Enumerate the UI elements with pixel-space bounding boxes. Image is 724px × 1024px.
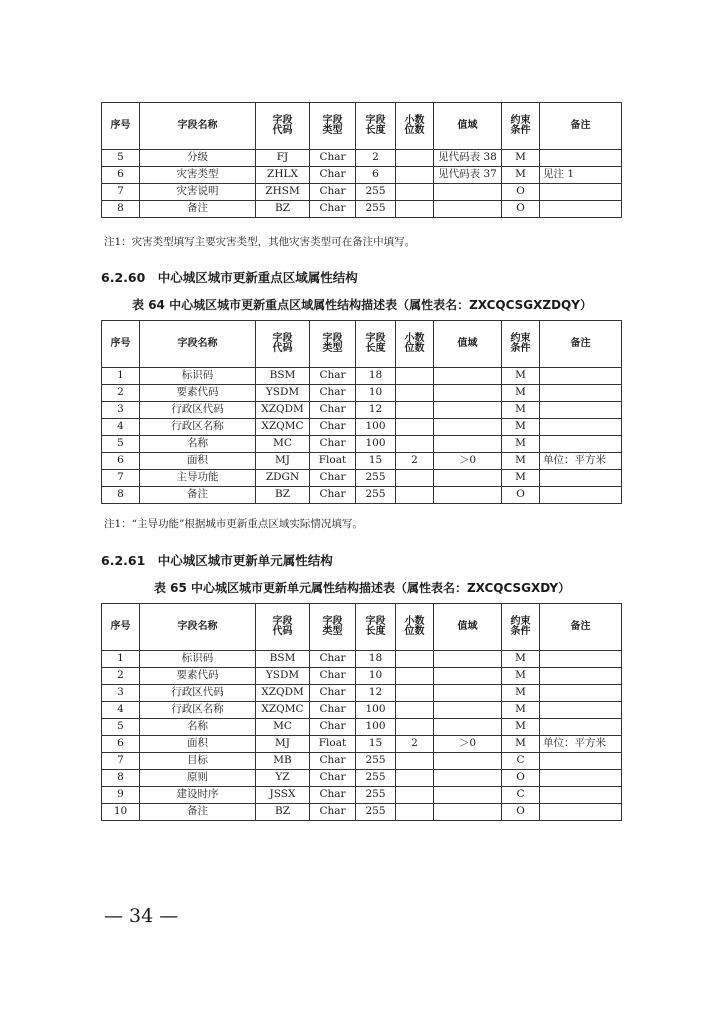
column-header: 字段名称 (140, 321, 256, 368)
table-row (102, 753, 622, 770)
table-cell: Char (310, 651, 356, 668)
table-cell (540, 150, 622, 167)
table-cell: O (502, 804, 540, 821)
table-cell (396, 167, 434, 184)
field-table-64 (101, 320, 622, 504)
table-cell: 单位：平方米 (540, 453, 622, 470)
column-header: 备注 (540, 103, 622, 150)
column-header: 小数 位数 (396, 103, 434, 150)
table-cell: 10 (102, 804, 140, 821)
table-cell: 8 (102, 770, 140, 787)
table-note: 注1：“主导功能”根据城市更新重点区域实际情况填写。 (104, 518, 363, 530)
table-cell: M (502, 470, 540, 487)
table-cell: Char (310, 419, 356, 436)
table-cell: MC (256, 436, 310, 453)
table-cell: 要素代码 (140, 668, 256, 685)
table-cell (396, 184, 434, 201)
table-cell: 255 (356, 487, 396, 504)
table-cell (396, 702, 434, 719)
table-cell: 主导功能 (140, 470, 256, 487)
table-cell: C (502, 787, 540, 804)
table-cell: Char (310, 167, 356, 184)
table-cell: Char (310, 804, 356, 821)
table-cell: BZ (256, 804, 310, 821)
table-cell (540, 419, 622, 436)
table-cell: JSSX (256, 787, 310, 804)
column-header: 约束 条件 (502, 321, 540, 368)
table-cell: 名称 (140, 719, 256, 736)
table-cell: Char (310, 770, 356, 787)
table-cell: M (502, 167, 540, 184)
column-header: 字段名称 (140, 103, 256, 150)
table-row (102, 804, 622, 821)
table-row (102, 368, 622, 385)
table-cell (434, 770, 502, 787)
table-cell: ZHLX (256, 167, 310, 184)
table-cell: Char (310, 702, 356, 719)
table-row (102, 487, 622, 504)
table-cell (540, 184, 622, 201)
table-row (102, 668, 622, 685)
table-cell: Char (310, 150, 356, 167)
table-cell (540, 651, 622, 668)
column-header: 字段 类型 (310, 321, 356, 368)
table-cell (396, 436, 434, 453)
table-cell: M (502, 453, 540, 470)
table-row (102, 167, 622, 184)
table-cell: Char (310, 385, 356, 402)
table-cell: M (502, 668, 540, 685)
table-cell: BZ (256, 487, 310, 504)
table-cell (396, 368, 434, 385)
table-cell: 255 (356, 470, 396, 487)
table-cell: 分级 (140, 150, 256, 167)
table-cell: Char (310, 685, 356, 702)
table-cell: 2 (102, 385, 140, 402)
table-cell: 行政区名称 (140, 419, 256, 436)
table-cell (434, 804, 502, 821)
table-note: 注1：灾害类型填写主要灾害类型，其他灾害类型可在备注中填写。 (104, 236, 416, 248)
table-cell: M (502, 702, 540, 719)
table-cell: MJ (256, 736, 310, 753)
table-cell: 面积 (140, 453, 256, 470)
table-cell (540, 470, 622, 487)
table-cell (434, 368, 502, 385)
table-row (102, 436, 622, 453)
table-cell: Char (310, 184, 356, 201)
table-cell: 6 (356, 167, 396, 184)
table-cell: M (502, 150, 540, 167)
table-cell: 行政区名称 (140, 702, 256, 719)
table-cell: M (502, 368, 540, 385)
column-header: 小数 位数 (396, 604, 434, 651)
table-cell: 1 (102, 368, 140, 385)
table-cell: 建设时序 (140, 787, 256, 804)
table-cell: 100 (356, 419, 396, 436)
table-cell: MJ (256, 453, 310, 470)
table-cell: M (502, 419, 540, 436)
table-cell: 255 (356, 770, 396, 787)
table-cell: O (502, 201, 540, 218)
table-cell (540, 753, 622, 770)
table-row (102, 150, 622, 167)
table-cell: 8 (102, 201, 140, 218)
table-cell (540, 668, 622, 685)
column-header: 序号 (102, 321, 140, 368)
table-cell (434, 719, 502, 736)
table-cell: Char (310, 668, 356, 685)
table-cell: 9 (102, 787, 140, 804)
table-cell (540, 487, 622, 504)
table-cell (396, 651, 434, 668)
table-caption: 表 65 中心城区城市更新单元属性结构描述表（属性表名：ZXCQCSGXDY） (153, 581, 571, 595)
table-row (102, 685, 622, 702)
table-cell (396, 385, 434, 402)
table-row (102, 702, 622, 719)
table-cell: MB (256, 753, 310, 770)
table-cell: 6 (102, 167, 140, 184)
table-cell (396, 719, 434, 736)
table-cell: 备注 (140, 804, 256, 821)
table-cell (540, 201, 622, 218)
table-cell: 255 (356, 753, 396, 770)
column-header: 字段 类型 (310, 103, 356, 150)
table-header-row (102, 321, 622, 368)
table-cell: M (502, 719, 540, 736)
table-cell (396, 419, 434, 436)
table-cell (434, 685, 502, 702)
table-cell (434, 385, 502, 402)
table-cell: 原则 (140, 770, 256, 787)
table-row (102, 385, 622, 402)
table-cell: Float (310, 453, 356, 470)
table-row (102, 470, 622, 487)
table-cell: 见注 1 (540, 167, 622, 184)
table-cell: 12 (356, 402, 396, 419)
column-header: 序号 (102, 103, 140, 150)
table-cell: Char (310, 402, 356, 419)
table-cell: 2 (356, 150, 396, 167)
column-header: 备注 (540, 321, 622, 368)
table-cell (434, 436, 502, 453)
table-cell (396, 685, 434, 702)
table-cell (540, 402, 622, 419)
table-caption: 表 64 中心城区城市更新重点区域属性结构描述表（属性表名：ZXCQCSGXZDQY） (132, 298, 592, 312)
table-cell: 见代码表 38 (434, 150, 502, 167)
section-heading: 6.2.61 中心城区城市更新单元属性结构 (101, 553, 333, 568)
table-cell: 2 (396, 736, 434, 753)
table-cell (434, 668, 502, 685)
table-cell: Float (310, 736, 356, 753)
table-cell: O (502, 487, 540, 504)
table-cell: 12 (356, 685, 396, 702)
table-cell: 5 (102, 436, 140, 453)
table-cell: 1 (102, 651, 140, 668)
table-cell: 行政区代码 (140, 685, 256, 702)
column-header: 字段 代码 (256, 604, 310, 651)
table-cell: 灾害类型 (140, 167, 256, 184)
table-cell: M (502, 736, 540, 753)
table-row (102, 419, 622, 436)
table-cell: 18 (356, 368, 396, 385)
table-cell: 标识码 (140, 651, 256, 668)
table-cell: O (502, 184, 540, 201)
field-table-continued (101, 102, 622, 218)
table-cell: ＞0 (434, 453, 502, 470)
table-cell: XZQDM (256, 685, 310, 702)
table-cell: 5 (102, 150, 140, 167)
table-row (102, 402, 622, 419)
table-cell: YSDM (256, 385, 310, 402)
table-cell: BZ (256, 201, 310, 218)
column-header: 字段 代码 (256, 103, 310, 150)
table-cell: XZQMC (256, 702, 310, 719)
table-row (102, 201, 622, 218)
column-header: 值域 (434, 103, 502, 150)
table-row (102, 651, 622, 668)
table-cell (396, 668, 434, 685)
table-cell: YZ (256, 770, 310, 787)
table-row (102, 770, 622, 787)
table-cell (540, 368, 622, 385)
table-header-row (102, 103, 622, 150)
table-header-row (102, 604, 622, 651)
table-cell (396, 770, 434, 787)
table-cell (396, 487, 434, 504)
table-cell (540, 385, 622, 402)
table-cell: 备注 (140, 201, 256, 218)
table-cell (434, 787, 502, 804)
field-table-65 (101, 603, 622, 821)
column-header: 字段名称 (140, 604, 256, 651)
table-cell (434, 702, 502, 719)
table-cell (540, 719, 622, 736)
table-cell: 2 (102, 668, 140, 685)
table-cell: 要素代码 (140, 385, 256, 402)
section-heading: 6.2.60 中心城区城市更新重点区域属性结构 (101, 270, 358, 285)
table-cell: FJ (256, 150, 310, 167)
table-cell: 5 (102, 719, 140, 736)
column-header: 字段 长度 (356, 103, 396, 150)
table-cell: 100 (356, 702, 396, 719)
table-cell: Char (310, 719, 356, 736)
column-header: 字段 长度 (356, 604, 396, 651)
table-cell (396, 201, 434, 218)
table-cell (540, 787, 622, 804)
column-header: 字段 类型 (310, 604, 356, 651)
table-cell: ＞0 (434, 736, 502, 753)
table-cell: MC (256, 719, 310, 736)
table-cell: 面积 (140, 736, 256, 753)
table-cell (434, 402, 502, 419)
column-header: 备注 (540, 604, 622, 651)
table-cell: Char (310, 201, 356, 218)
table-cell: 7 (102, 470, 140, 487)
table-row (102, 736, 622, 753)
table-cell: 3 (102, 402, 140, 419)
table-cell (396, 787, 434, 804)
table-cell: 8 (102, 487, 140, 504)
table-cell: M (502, 402, 540, 419)
table-cell: 15 (356, 736, 396, 753)
table-cell (540, 685, 622, 702)
table-cell: 名称 (140, 436, 256, 453)
table-row (102, 453, 622, 470)
column-header: 值域 (434, 604, 502, 651)
table-cell: 备注 (140, 487, 256, 504)
table-cell (434, 651, 502, 668)
table-cell: 见代码表 37 (434, 167, 502, 184)
table-cell: M (502, 436, 540, 453)
column-header: 字段 代码 (256, 321, 310, 368)
table-cell: 单位：平方米 (540, 736, 622, 753)
table-cell (434, 184, 502, 201)
table-cell: 2 (396, 453, 434, 470)
table-cell: 100 (356, 719, 396, 736)
table-cell: M (502, 651, 540, 668)
table-cell: 10 (356, 668, 396, 685)
table-cell: 255 (356, 804, 396, 821)
table-cell: M (502, 685, 540, 702)
table-cell: 255 (356, 201, 396, 218)
table-cell: ZDGN (256, 470, 310, 487)
table-cell: 7 (102, 753, 140, 770)
table-cell: 18 (356, 651, 396, 668)
table-cell: Char (310, 436, 356, 453)
table-cell: 标识码 (140, 368, 256, 385)
table-cell (540, 770, 622, 787)
table-cell (396, 150, 434, 167)
table-cell: 100 (356, 436, 396, 453)
table-cell: 4 (102, 419, 140, 436)
table-cell: 行政区代码 (140, 402, 256, 419)
table-row (102, 787, 622, 804)
table-cell: 灾害说明 (140, 184, 256, 201)
column-header: 序号 (102, 604, 140, 651)
table-cell: 目标 (140, 753, 256, 770)
table-cell: 6 (102, 736, 140, 753)
table-cell: XZQDM (256, 402, 310, 419)
table-cell: Char (310, 368, 356, 385)
table-cell (434, 753, 502, 770)
table-cell: 6 (102, 453, 140, 470)
table-cell (434, 201, 502, 218)
column-header: 字段 长度 (356, 321, 396, 368)
column-header: 值域 (434, 321, 502, 368)
table-cell: Char (310, 753, 356, 770)
table-cell (540, 702, 622, 719)
table-cell: C (502, 753, 540, 770)
table-cell (396, 804, 434, 821)
table-cell: XZQMC (256, 419, 310, 436)
table-cell: BSM (256, 651, 310, 668)
table-cell: 4 (102, 702, 140, 719)
column-header: 约束 条件 (502, 103, 540, 150)
table-cell: M (502, 385, 540, 402)
table-cell: YSDM (256, 668, 310, 685)
table-cell: 10 (356, 385, 396, 402)
table-cell: Char (310, 787, 356, 804)
table-row (102, 719, 622, 736)
table-cell (434, 419, 502, 436)
table-cell (540, 436, 622, 453)
table-cell: 255 (356, 787, 396, 804)
column-header: 小数 位数 (396, 321, 434, 368)
table-cell: 3 (102, 685, 140, 702)
table-cell (396, 753, 434, 770)
table-cell (396, 402, 434, 419)
table-cell (396, 470, 434, 487)
table-cell: Char (310, 470, 356, 487)
table-cell: O (502, 770, 540, 787)
table-cell: 15 (356, 453, 396, 470)
table-cell (434, 487, 502, 504)
table-cell (540, 804, 622, 821)
table-cell: Char (310, 487, 356, 504)
table-cell: 255 (356, 184, 396, 201)
column-header: 约束 条件 (502, 604, 540, 651)
table-row (102, 184, 622, 201)
table-cell: 7 (102, 184, 140, 201)
table-cell: ZHSM (256, 184, 310, 201)
page-number: — 34 — (104, 905, 179, 927)
table-cell: BSM (256, 368, 310, 385)
table-cell (434, 470, 502, 487)
